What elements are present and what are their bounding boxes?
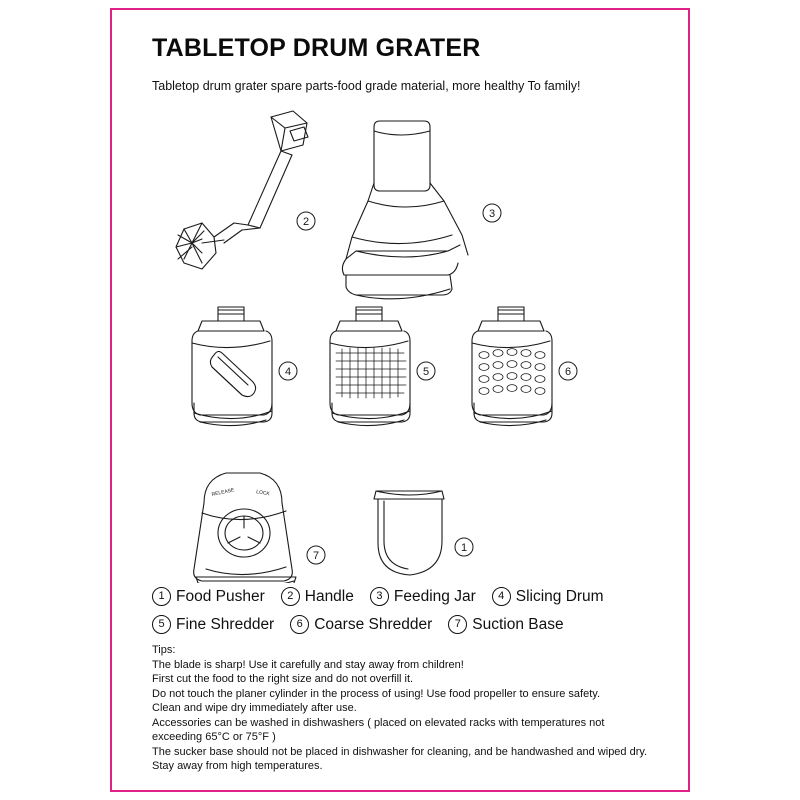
legend-item-coarse-shredder	[290, 615, 432, 634]
svg-text:7: 7	[312, 550, 320, 562]
svg-text:4: 4	[284, 366, 292, 378]
tips-line: Clean and wipe dry immediately after use.	[152, 702, 357, 714]
page-title: TABLETOP DRUM GRATER	[152, 34, 481, 62]
legend-label-1: Food Pusher	[176, 587, 265, 605]
part-feeding-jar-illustration	[342, 121, 468, 299]
part-handle-illustration	[176, 111, 308, 269]
legend-label-3: Feeding Jar	[393, 587, 476, 605]
legend-label-2: Handle	[304, 587, 354, 605]
tips-line: The sucker base should not be placed in dishwasher for cleaning, and be handwashed and wiped dry.	[152, 745, 648, 758]
legend-number-2: 2	[281, 587, 300, 606]
legend	[152, 587, 660, 634]
legend-label-5: Fine Shredder	[176, 615, 275, 633]
legend-item-fine-shredder	[152, 615, 274, 634]
product-card-frame	[110, 8, 690, 792]
legend-item-food-pusher	[152, 587, 265, 606]
legend-label-7: Suction Base	[472, 615, 564, 633]
legend-number-7: 7	[448, 615, 467, 634]
part-slicing-drum-illustration	[192, 307, 272, 426]
svg-text:2: 2	[302, 216, 310, 228]
svg-text:6: 6	[564, 366, 572, 378]
legend-number-3: 3	[370, 587, 389, 606]
legend-label-6: Coarse Shredder	[314, 615, 433, 633]
legend-number-6: 6	[290, 615, 309, 634]
legend-number-5: 5	[152, 615, 171, 634]
legend-item-slicing-drum	[492, 587, 604, 606]
part-coarse-shredder-illustration	[472, 307, 552, 426]
legend-item-suction-base	[448, 615, 563, 634]
tips-heading: Tips:	[152, 644, 176, 656]
tips-line: Stay away from high temperatures.	[152, 760, 323, 772]
part-fine-shredder-illustration	[330, 307, 410, 426]
tips-section	[152, 643, 652, 774]
legend-item-handle	[281, 587, 354, 606]
tips-line: exceeding 65°C or 75°F )	[152, 731, 276, 743]
card-content	[112, 10, 688, 790]
legend-row	[152, 615, 660, 634]
part-suction-base-illustration	[194, 473, 296, 583]
legend-number-4: 4	[492, 587, 511, 606]
svg-text:RELEASE: RELEASE	[211, 487, 235, 498]
svg-text:LOCK: LOCK	[255, 489, 271, 498]
tips-line: Accessories can be washed in dishwashers ( placed on elevated racks with temperatures not	[152, 716, 605, 729]
part-food-pusher-illustration	[374, 491, 444, 575]
tips-line: Do not touch the planer cylinder in the process of using! Use food propeller to ensure safety.	[152, 687, 600, 700]
tips-line: First cut the food to the right size and do not overfill it.	[152, 673, 414, 685]
legend-item-feeding-jar	[370, 587, 476, 606]
legend-label-4: Slicing Drum	[515, 587, 604, 605]
legend-number-1: 1	[152, 587, 171, 606]
page-subtitle: Tabletop drum grater spare parts-food grade material, more healthy To family!	[152, 79, 581, 93]
parts-diagram	[140, 103, 664, 583]
svg-text:5: 5	[422, 366, 430, 378]
tips-line: The blade is sharp! Use it carefully and stay away from children!	[152, 658, 464, 671]
svg-text:1: 1	[460, 542, 468, 554]
svg-text:3: 3	[488, 208, 496, 220]
legend-row	[152, 587, 660, 606]
